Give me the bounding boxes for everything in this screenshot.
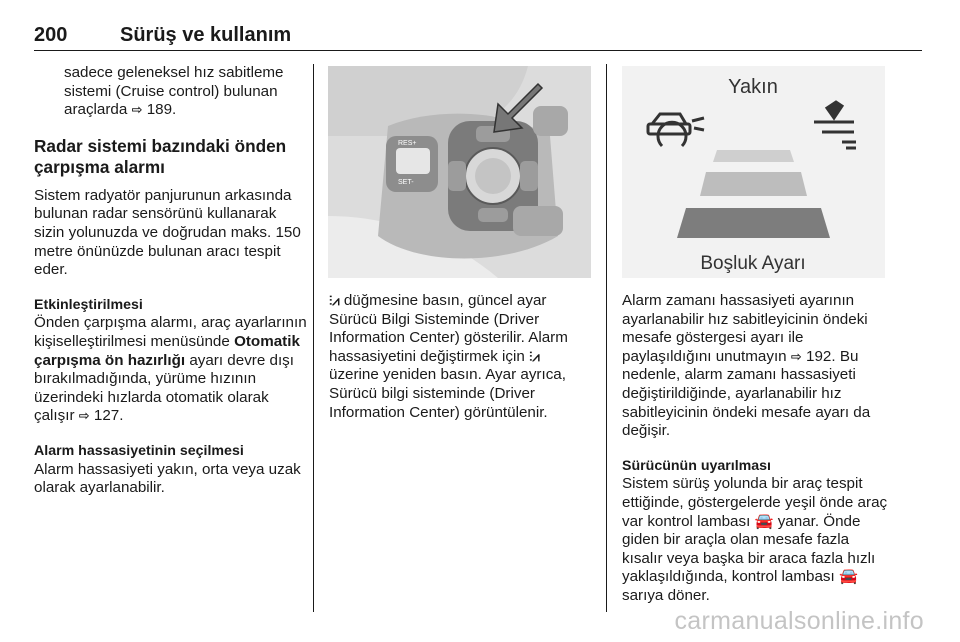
page-number: 200 — [34, 24, 68, 46]
page-reference-arrow-icon: ⇨ — [78, 408, 90, 424]
column-right — [622, 292, 890, 622]
vehicle-ahead-icon: 🚘 — [754, 512, 774, 530]
subheading-driver-warning: Sürücünün uyarılması — [622, 457, 772, 474]
column-left — [34, 64, 310, 514]
body-paragraph: Sistem radyatör panjurunun arkasında bulunan radar sensörünü kullanarak sizin yolunuzda ve doğrudan maks. 150 metre önünüzde bulunan aracı tespit eder. — [34, 186, 301, 279]
warning-paragraph: Sistem sürüş yolunda bir araç tespit ettiğinde, göstergelerde yeşil önde araç var kontrol lambası 🚘 yanar. Önde giden bir araçla olan mesafe fazla kısalır veya başka bir araca fazla hızlı yaklaşıldığında, kontrol lambası 🚘 sarıya döner. — [622, 475, 888, 604]
steering-wheel-illustration — [328, 66, 591, 278]
setting-name: Otomatik çarpışma ön hazırlığı — [34, 332, 300, 369]
shared-setting-paragraph: Alarm zamanı hassasiyeti ayarının ayarlanabilir hız sabitleyicinin öndeki mesafe göstergesi ayarı ile paylaşıldığını unutmayın ⇨ 192. Bu nedenle, alarm zamanı hassasiyeti değiştirildiğinde, ayarlanabilir hız sabitleyicinin öndeki mesafe ayarı da değişir. — [622, 292, 871, 440]
gap-distance-icon: ⫶⩘ — [329, 293, 340, 308]
section-heading: Radar sistemi bazındaki önden çarpışma alarmı — [34, 135, 287, 177]
column-middle — [329, 292, 591, 438]
page-reference-arrow-icon: ⇨ — [790, 348, 802, 364]
display-caption: Boşluk Ayarı — [700, 253, 806, 274]
watermark: carmanualsonline.info — [674, 607, 924, 635]
display-title: Yakın — [728, 76, 778, 98]
res-button-label: RES+ — [398, 140, 417, 147]
subheading-activation: Etkinleştirilmesi — [34, 296, 143, 313]
page-reference-arrow-icon: ⇨ — [131, 102, 143, 118]
button-instruction-paragraph: ⫶⩘ düğmesine basın, güncel ayar Sürücü Bilgi Sisteminde (Driver Information Center) gösterilir. Alarm hassasiyetini değiştirmek için ⫶⩘ üzerine yeniden basın. Ayar ayrıca, Sürücü bilgi sisteminde (Driver Information Center) görüntülenir. — [329, 292, 568, 421]
sensitivity-paragraph: Alarm hassasiyeti yakın, orta veya uzak olarak ayarlanabilir. — [34, 460, 301, 497]
subheading-sensitivity: Alarm hassasiyetinin seçilmesi — [34, 442, 244, 459]
column-divider — [313, 64, 314, 612]
page-header — [34, 20, 922, 51]
gap-setting-display — [622, 66, 885, 278]
gap-distance-icon: ⫶⩘ — [529, 348, 540, 364]
set-button-label: SET- — [398, 179, 414, 186]
activation-paragraph: Önden çarpışma alarmı, araç ayarlarının kişiselleştirilmesi menüsünde Otomatik çarpışma ön hazırlığı ayarı devre dışı bırakılmadığında, yürüme hızının üzerindeki hızlarda otomatik olarak çalışır ⇨ 127. — [34, 314, 307, 425]
vehicle-ahead-icon: 🚘 — [838, 568, 858, 586]
column-divider — [606, 64, 607, 612]
chapter-title: Sürüş ve kullanım — [120, 24, 292, 46]
intro-paragraph: sadece geleneksel hız sabitleme sistemi (Cruise control) bulunan araçlarda ⇨ 189. — [64, 64, 284, 119]
